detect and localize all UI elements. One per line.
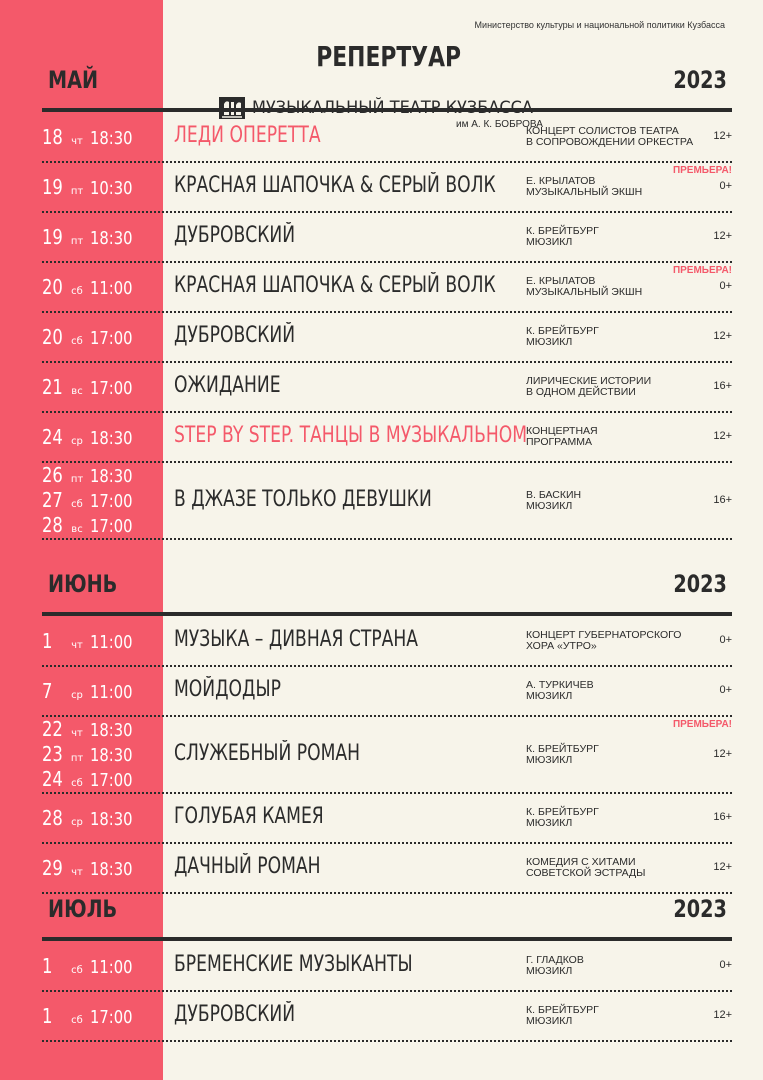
event-weekday: сб [71,285,83,297]
event-day: 19 [42,174,63,199]
event-title: КРАСНАЯ ШАПОЧКА & СЕРЫЙ ВОЛК [174,273,496,298]
age-rating: 12+ [713,861,732,873]
event-weekday: чт [71,728,83,739]
event-day: 27 [42,488,63,512]
event-weekday: сб [71,335,83,347]
event-dateline [42,463,142,488]
event-dateline [42,125,142,150]
event-description-line: МЮЗИКЛ [526,753,573,766]
event-time: 17:00 [90,327,133,349]
event-day: 22 [42,717,63,741]
event-title: МУЗЫКА – ДИВНАЯ СТРАНА [174,627,419,652]
event-dateline [42,175,142,200]
event-title: МОЙДОДЫР [174,677,281,702]
event-time: 17:00 [90,377,133,399]
event-title: ГОЛУБАЯ КАМЕЯ [174,804,324,829]
event-description-line: МУЗЫКАЛЬНЫЙ ЭКШН [526,186,643,198]
event-description-line: А. ТУРКИЧЕВ [526,679,594,691]
event-dateline [42,767,142,792]
row-divider [42,538,732,540]
event-time: 17:00 [90,1006,133,1028]
event-weekday: ср [71,816,83,828]
event-dateline [42,954,142,979]
age-rating: 12+ [713,230,732,242]
event-weekday: пт [70,235,84,247]
event-row[interactable] [42,793,732,843]
event-description-line: Е. КРЫЛАТОВ [526,175,596,187]
event-time: 10:30 [90,177,133,199]
event-weekday: сб [71,964,83,976]
event-row[interactable] [42,112,732,162]
theatre-subtitle: им А. К. БОБРОВА [456,119,543,130]
month-header [0,570,763,606]
event-day: 19 [42,224,63,249]
event-row[interactable] [42,991,732,1041]
event-title: ДУБРОВСКИЙ [174,1002,296,1027]
premiere-badge: ПРЕМЬЕРА! [672,265,732,276]
month-header [0,66,763,102]
event-dateline [42,425,142,450]
event-title: БРЕМЕНСКИЕ МУЗЫКАНТЫ [174,952,413,977]
event-row[interactable] [42,843,732,893]
event-time: 18:30 [90,858,133,880]
event-title: STEP BY STEP. ТАНЦЫ В МУЗЫКАЛЬНОМ [174,423,528,448]
ministry-caption: Министерство культуры и национальной политики Кузбасса [474,20,725,30]
event-day: 28 [42,513,63,537]
event-description-line: КОНЦЕРТ СОЛИСТОВ ТЕАТРА [526,125,679,137]
event-title: ДУБРОВСКИЙ [174,323,296,348]
event-day: 1 [42,628,53,653]
event-description-line: ПРОГРАММА [526,436,592,448]
event-dateline [42,275,142,300]
event-dateline [42,856,142,881]
month-name: ИЮНЬ [48,570,118,598]
event-day: 7 [42,678,53,703]
event-day: 20 [42,324,63,349]
event-description-line: СОВЕТСКОЙ ЭСТРАДЫ [526,867,646,879]
event-dateline [42,1004,142,1029]
event-weekday: вс [71,385,83,397]
event-time: 17:00 [90,491,133,512]
event-description [526,176,706,198]
event-weekday: сб [71,499,83,510]
month-name: ИЮЛЬ [48,895,118,923]
event-description-line: ХОРА «УТРО» [526,640,597,652]
event-dateline [42,375,142,400]
event-row[interactable] [42,162,732,212]
event-time: 11:00 [90,631,133,653]
event-description [526,326,706,348]
event-description [526,1005,706,1027]
age-rating: 0+ [719,280,732,292]
event-description-line: КОНЦЕРТНАЯ [526,425,598,437]
event-day: 29 [42,855,63,880]
row-divider [42,892,732,894]
event-row[interactable] [42,941,732,991]
event-dateline [42,513,142,538]
event-description-line: МЮЗИКЛ [526,499,573,512]
event-description-line: КОНЦЕРТ ГУБЕРНАТОРСКОГО [526,629,682,641]
event-time: 18:30 [90,808,133,830]
event-weekday: пт [70,753,84,764]
event-time: 11:00 [90,681,133,703]
event-description-line: МЮЗИКЛ [526,817,573,829]
event-time: 17:00 [90,516,133,537]
event-description-line: В ОДНОМ ДЕЙСТВИИ [526,386,636,398]
age-rating: 12+ [713,747,732,760]
event-description [526,126,706,148]
event-description-line: В. БАСКИН [526,488,582,501]
event-description [526,807,706,829]
event-weekday: сб [71,778,83,789]
event-title: СЛУЖЕБНЫЙ РОМАН [174,740,361,766]
age-rating: 16+ [713,380,732,392]
event-description-line: МЮЗИКЛ [526,236,573,248]
event-description-line: К. БРЕЙТБУРГ [526,806,599,818]
event-weekday: сб [71,1014,83,1026]
event-description [526,226,706,248]
event-description [526,744,706,766]
event-description-line: МЮЗИКЛ [526,336,573,348]
event-title: КРАСНАЯ ШАПОЧКА & СЕРЫЙ ВОЛК [174,173,496,198]
event-weekday: пт [70,185,84,197]
event-dateline [42,488,142,513]
event-dateline [42,679,142,704]
event-day: 20 [42,274,63,299]
event-description [526,376,706,398]
event-time: 18:30 [90,745,133,766]
event-description [526,630,706,652]
event-time: 18:30 [90,427,133,449]
event-row[interactable] [42,412,732,462]
premiere-badge: ПРЕМЬЕРА! [672,719,732,730]
event-description-line: К. БРЕЙТБУРГ [526,742,599,755]
age-rating: 0+ [719,959,732,971]
month-year: 2023 [673,895,727,923]
page-title: РЕПЕРТУАР [316,40,462,73]
age-rating: 12+ [713,430,732,442]
event-day: 1 [42,1003,53,1028]
event-title: ДУБРОВСКИЙ [174,223,296,248]
event-weekday: чт [71,866,83,878]
event-day: 24 [42,767,63,791]
event-row[interactable] [42,262,732,312]
event-row[interactable] [42,716,732,793]
event-description-line: В СОПРОВОЖДЕНИИ ОРКЕСТРА [526,136,694,148]
event-day: 18 [42,124,63,149]
event-weekday: чт [71,639,83,651]
event-weekday: ср [71,435,83,447]
event-row[interactable] [42,212,732,262]
event-dateline [42,742,142,767]
event-time: 17:00 [90,770,133,791]
age-rating: 12+ [713,1009,732,1021]
event-description-line: МУЗЫКАЛЬНЫЙ ЭКШН [526,286,643,298]
event-day: 21 [42,374,63,399]
event-description-line: МЮЗИКЛ [526,965,573,977]
month-year: 2023 [673,66,727,94]
event-description-line: К. БРЕЙТБУРГ [526,225,599,237]
event-title: ОЖИДАНИЕ [174,373,281,398]
event-day: 28 [42,805,63,830]
event-day: 1 [42,953,53,978]
event-dateline [42,225,142,250]
event-title: ДАЧНЫЙ РОМАН [174,854,321,879]
event-description-line: ЛИРИЧЕСКИЕ ИСТОРИИ [526,375,652,387]
age-rating: 0+ [719,180,732,192]
event-day: 26 [42,463,63,487]
age-rating: 16+ [713,493,732,506]
event-description [526,426,706,448]
event-row[interactable] [42,312,732,362]
event-row[interactable] [42,666,732,716]
event-time: 11:00 [90,956,133,978]
event-title: В ДЖАЗЕ ТОЛЬКО ДЕВУШКИ [174,486,432,512]
event-title: ЛЕДИ ОПЕРЕТТА [174,123,321,148]
event-description [526,680,706,702]
event-description-line: МЮЗИКЛ [526,690,573,702]
event-description [526,276,706,298]
event-description [526,490,706,512]
event-description [526,955,706,977]
event-description-line: К. БРЕЙТБУРГ [526,325,599,337]
event-row[interactable] [42,462,732,539]
month-year: 2023 [673,570,727,598]
age-rating: 16+ [713,811,732,823]
event-description [526,857,706,879]
event-time: 18:30 [90,127,133,149]
event-description-line: МЮЗИКЛ [526,1015,573,1027]
event-row[interactable] [42,616,732,666]
premiere-badge: ПРЕМЬЕРА! [672,165,732,176]
event-time: 11:00 [90,277,133,299]
age-rating: 0+ [719,634,732,646]
event-description-line: Е. КРЫЛАТОВ [526,275,596,287]
age-rating: 0+ [719,684,732,696]
age-rating: 12+ [713,130,732,142]
event-description-line: КОМЕДИЯ С ХИТАМИ [526,856,636,868]
event-time: 18:30 [90,227,133,249]
event-weekday: чт [71,135,83,147]
age-rating: 12+ [713,330,732,342]
event-row[interactable] [42,362,732,412]
row-divider [42,1040,732,1042]
event-dateline [42,629,142,654]
event-dateline [42,717,142,742]
event-time: 18:30 [90,720,133,741]
event-dateline [42,325,142,350]
event-description-line: К. БРЕЙТБУРГ [526,1004,599,1016]
event-dateline [42,806,142,831]
event-weekday: пт [70,474,84,485]
event-day: 23 [42,742,63,766]
month-header [0,895,763,931]
event-weekday: вс [71,524,83,535]
event-description-line: Г. ГЛАДКОВ [526,954,584,966]
event-weekday: ср [71,689,83,701]
event-time: 18:30 [90,466,133,487]
event-day: 24 [42,424,63,449]
month-name: МАЙ [48,66,99,94]
